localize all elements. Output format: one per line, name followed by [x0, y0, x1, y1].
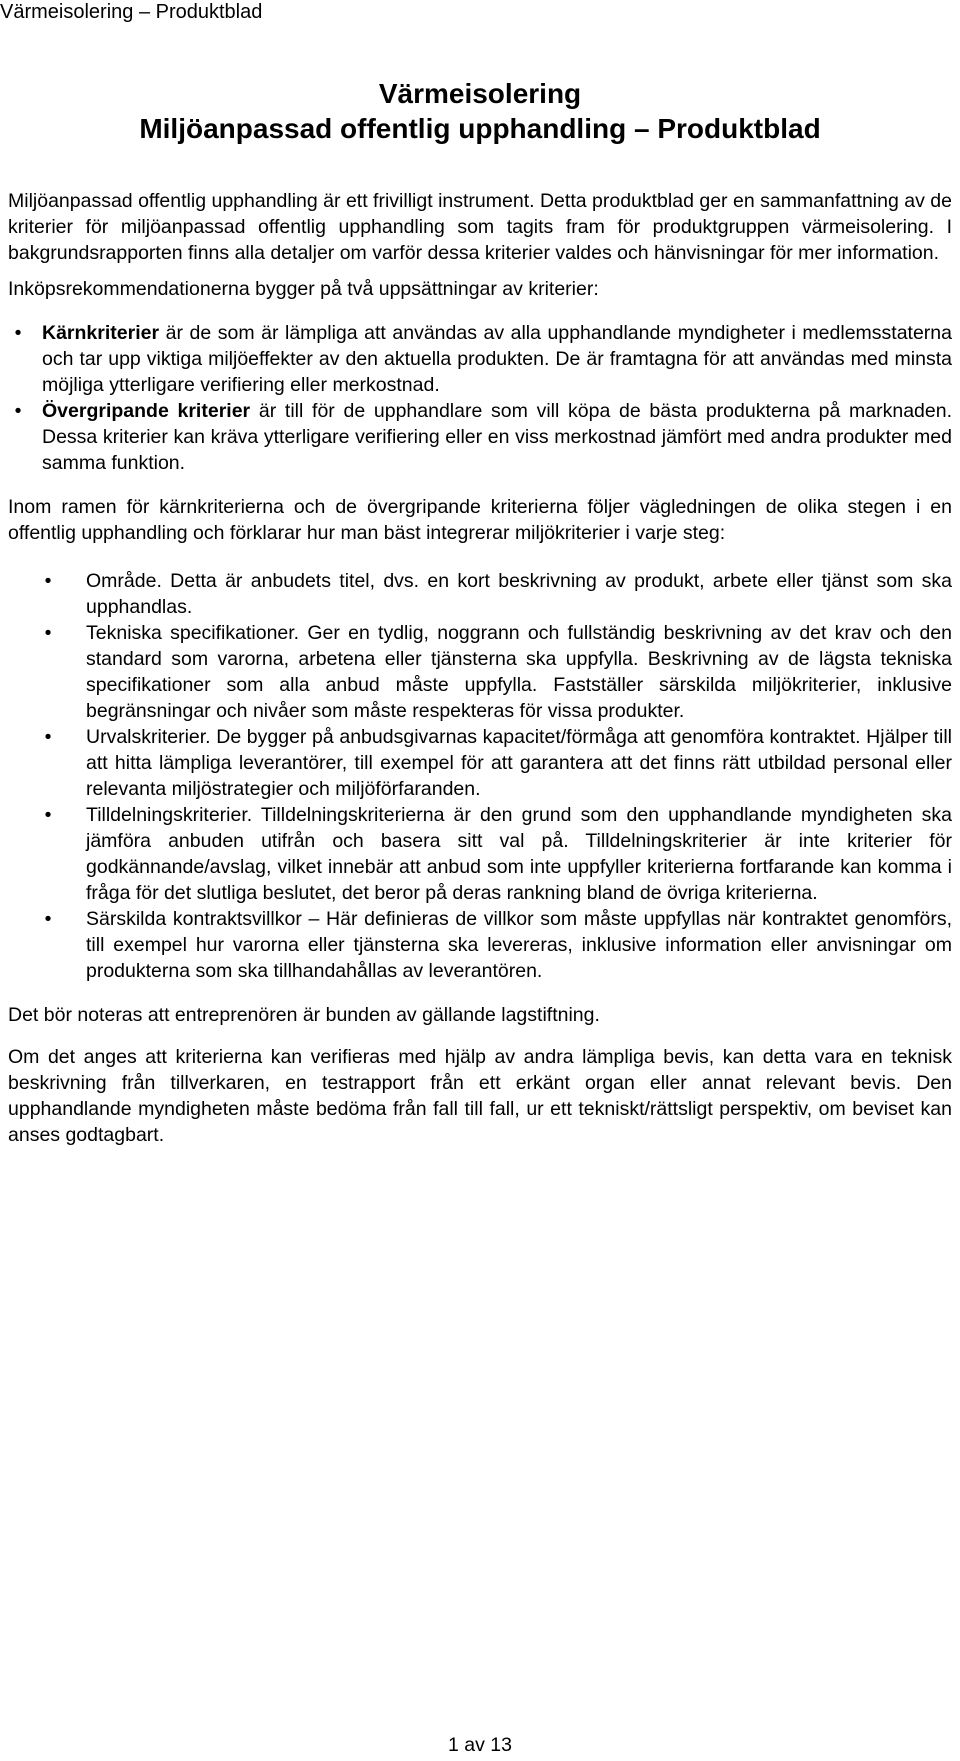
- intro-paragraph: Miljöanpassad offentlig upphandling är ett frivilligt instrument. Detta produktblad ger en sammanfattning av de kriterier för miljöanpassad offentlig upphandling som tagits fram för produktgruppen värmeisolering. I bakgrundsrapporten finns alla detaljer om varför dessa kriterier valdes och hänvisningar för mer information.: [8, 190, 952, 264]
- step-item-award-criteria: [8, 802, 952, 906]
- criteria-term: Kärnkriterier: [42, 322, 160, 344]
- criteria-text: är de som är lämpliga att användas av alla upphandlande myndigheter i medlemsstaterna och tar upp viktiga miljöeffekter av den aktuella produkten. De är framtagna för att användas med minsta möjliga ytterligare verifiering eller merkostnad.: [42, 322, 952, 396]
- step-text: Urvalskriterier. De bygger på anbudsgivarnas kapacitet/förmåga att genomföra kontraktet. Hjälper till att hitta lämpliga leverantörer, till exempel för att garantera att det finns rätt utbildad personal eller relevanta miljöstrategier och miljöförfaranden.: [86, 726, 952, 800]
- title-line-1: Värmeisolering: [378, 78, 582, 109]
- steps-list: [8, 568, 952, 984]
- document-title: [0, 76, 960, 146]
- page-header: Värmeisolering – Produktblad: [0, 1, 263, 23]
- step-text: Område. Detta är anbudets titel, dvs. en kort beskrivning av produkt, arbete eller tjänst som ska upphandlas.: [86, 570, 952, 618]
- step-item-contract-clauses: [8, 906, 952, 984]
- bullet-icon: •: [14, 322, 22, 344]
- document-body: [8, 188, 952, 1148]
- criteria-term: Övergripande kriterier: [42, 400, 251, 422]
- bullet-icon: •: [44, 908, 52, 930]
- step-item-selection-criteria: [8, 724, 952, 802]
- step-text: Tilldelningskriterier. Tilldelningskriterierna är den grund som den upphandlande myndigheten ska jämföra anbuden utifrån och basera sitt val på. Tilldelningskriterier är inte kriterier för godkännande/avslag, vilket innebär att anbud som inte uppfyller kriterierna fortfarande kan komma i fråga för det slutliga beslutet, det beror på deras rankning bland de övriga kriterierna.: [86, 804, 952, 904]
- page-number: 1 av 13: [448, 1734, 512, 1756]
- bullet-icon: •: [44, 726, 52, 748]
- steps-intro: Inom ramen för kärnkriterierna och de övergripande kriterierna följer vägledningen de olika stegen i en offentlig upphandling och förklarar hur man bäst integrerar miljökriterier i varje steg:: [8, 496, 952, 544]
- bullet-icon: •: [44, 804, 52, 826]
- title-line-2: Miljöanpassad offentlig upphandling – Produktblad: [139, 113, 821, 144]
- legislation-note: Det bör noteras att entreprenören är bunden av gällande lagstiftning.: [8, 1004, 600, 1026]
- bullet-icon: •: [44, 570, 52, 592]
- step-text: Särskilda kontraktsvillkor – Här definieras de villkor som måste uppfyllas när kontraktet genomförs, till exempel hur varorna eller tjänsterna ska levereras, inklusive information eller anvisningar om produkterna som ska tillhandahållas av leverantören.: [86, 908, 952, 982]
- criteria-text: är till för de upphandlare som vill köpa de bästa produkterna på marknaden. Dessa kriterier kan kräva ytterligare verifiering eller en viss merkostnad jämfört med andra produkter med samma funktion.: [42, 400, 953, 474]
- step-item-area: [8, 568, 952, 620]
- bullet-icon: •: [44, 622, 52, 644]
- criteria-list: [8, 320, 952, 476]
- recommendations-intro: Inköpsrekommendationerna bygger på två uppsättningar av kriterier:: [8, 278, 599, 300]
- verification-paragraph: Om det anges att kriterierna kan verifieras med hjälp av andra lämpliga bevis, kan detta vara en teknisk beskrivning från tillverkaren, en testrapport från ett erkänt organ eller annat relevant bevis. Den upphandlande myndigheten måste bedöma från fall till fall, ur ett tekniskt/rättsligt perspektiv, om beviset kan anses godtagbart.: [8, 1046, 952, 1146]
- criteria-item-core: [8, 320, 952, 398]
- criteria-item-comprehensive: [8, 398, 952, 476]
- step-text: Tekniska specifikationer. Ger en tydlig, noggrann och fullständig beskrivning av det krav och den standard som varorna, arbetena eller tjänsterna ska uppfylla. Beskrivning av de lägsta tekniska specifikationer som alla anbud måste uppfylla. Fastställer särskilda miljökriterier, inklusive begränsningar och nivåer som måste respekteras för vissa produkter.: [86, 622, 952, 722]
- step-item-technical-specs: [8, 620, 952, 724]
- bullet-icon: •: [14, 400, 22, 422]
